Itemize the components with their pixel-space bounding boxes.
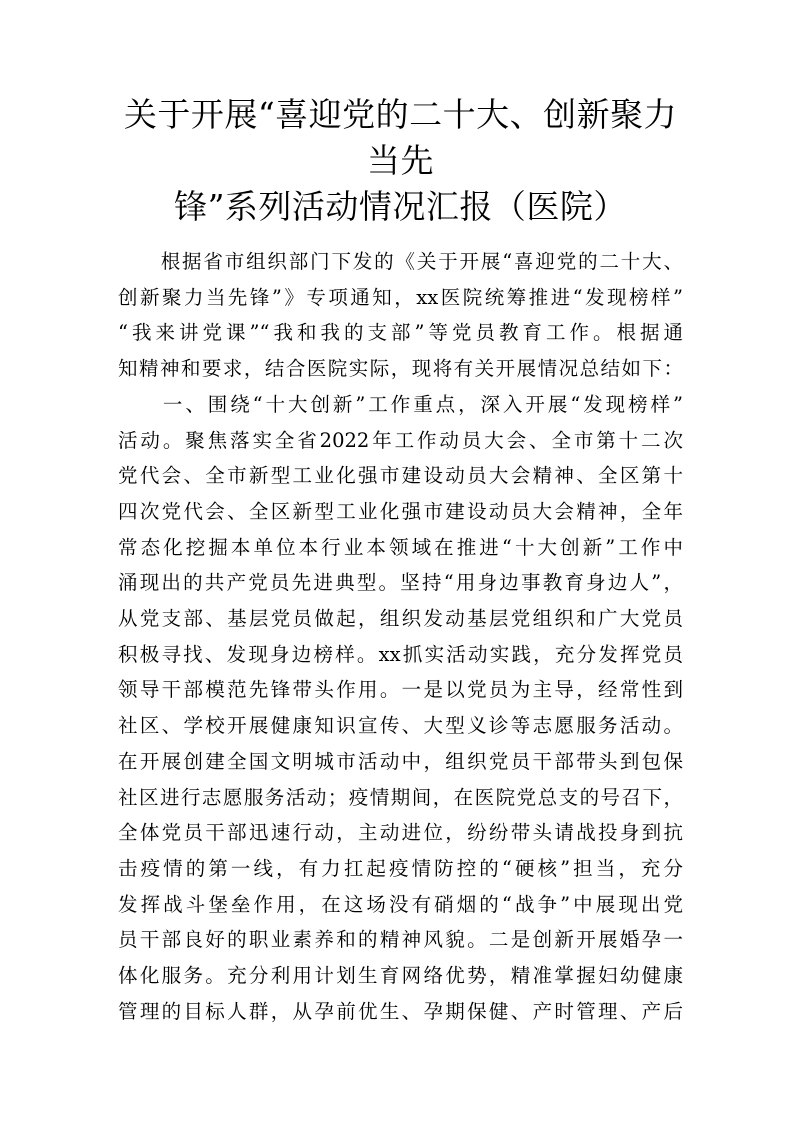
text-line: 击疫情的第一线，有力扛起疫情防控的“硬核”担当，充分 <box>118 856 683 880</box>
text-line: 发挥战斗堡垒作用，在这场没有硝烟的“战争”中展现出党 <box>118 892 683 916</box>
title-line: 关于开展“喜迎党的二十大、创新聚力当先 <box>123 95 678 180</box>
text-line: 常态化挖掘本单位本行业本领域在推进“十大创新”工作中 <box>118 535 683 559</box>
text-line: 四次党代会、全区新型工业化强市建设动员大会精神，全年 <box>118 499 683 523</box>
title-line: 锋”系列活动情况汇报（医院） <box>174 187 627 226</box>
text-line: 涌现出的共产党员先进典型。坚持“用身边事教育身边人”， <box>118 571 683 595</box>
text-line: 知精神和要求，结合医院实际，现将有关开展情况总结如下： <box>118 357 683 381</box>
paragraph-section-one <box>118 387 683 1030</box>
text-line: 员干部良好的职业素养和的精神风貌。二是创新开展婚孕一 <box>118 928 683 952</box>
text-line: 活动。聚焦落实全省2022年工作动员大会、全市第十二次 <box>118 428 683 452</box>
text-line: 体化服务。充分利用计划生育网络优势，精准掌握妇幼健康 <box>118 964 683 988</box>
text-line: 全体党员干部迅速行动，主动进位，纷纷带头请战投身到抗 <box>118 821 683 845</box>
text-line: 领导干部模范先锋带头作用。一是以党员为主导，经常性到 <box>118 678 683 702</box>
text-line: “我来讲党课”“我和我的支部”等党员教育工作。根据通 <box>118 321 683 345</box>
text-line: 在开展创建全国文明城市活动中，组织党员干部带头到包保 <box>118 749 683 773</box>
text-line: 积极寻找、发现身边榜样。xx抓实活动实践，充分发挥党员 <box>118 642 683 666</box>
text-line: 党代会、全市新型工业化强市建设动员大会精神、全区第十 <box>118 464 683 488</box>
text-line: 一、围绕“十大创新”工作重点，深入开展“发现榜样” <box>118 392 683 416</box>
text-line: 从党支部、基层党员做起，组织发动基层党组织和广大党员 <box>118 607 683 631</box>
text-line: 创新聚力当先锋”》专项通知，xx医院统筹推进“发现榜样” <box>118 285 683 309</box>
text-line: 根据省市组织部门下发的《关于开展“喜迎党的二十大、 <box>118 250 683 273</box>
document-title <box>118 92 683 230</box>
paragraph-intro <box>118 244 683 387</box>
text-line: 社区、学校开展健康知识宣传、大型义诊等志愿服务活动。 <box>118 714 683 738</box>
text-line: 社区进行志愿服务活动；疫情期间，在医院党总支的号召下， <box>118 785 683 809</box>
text-line: 管理的目标人群，从孕前优生、孕期保健、产时管理、产后 <box>118 999 683 1023</box>
